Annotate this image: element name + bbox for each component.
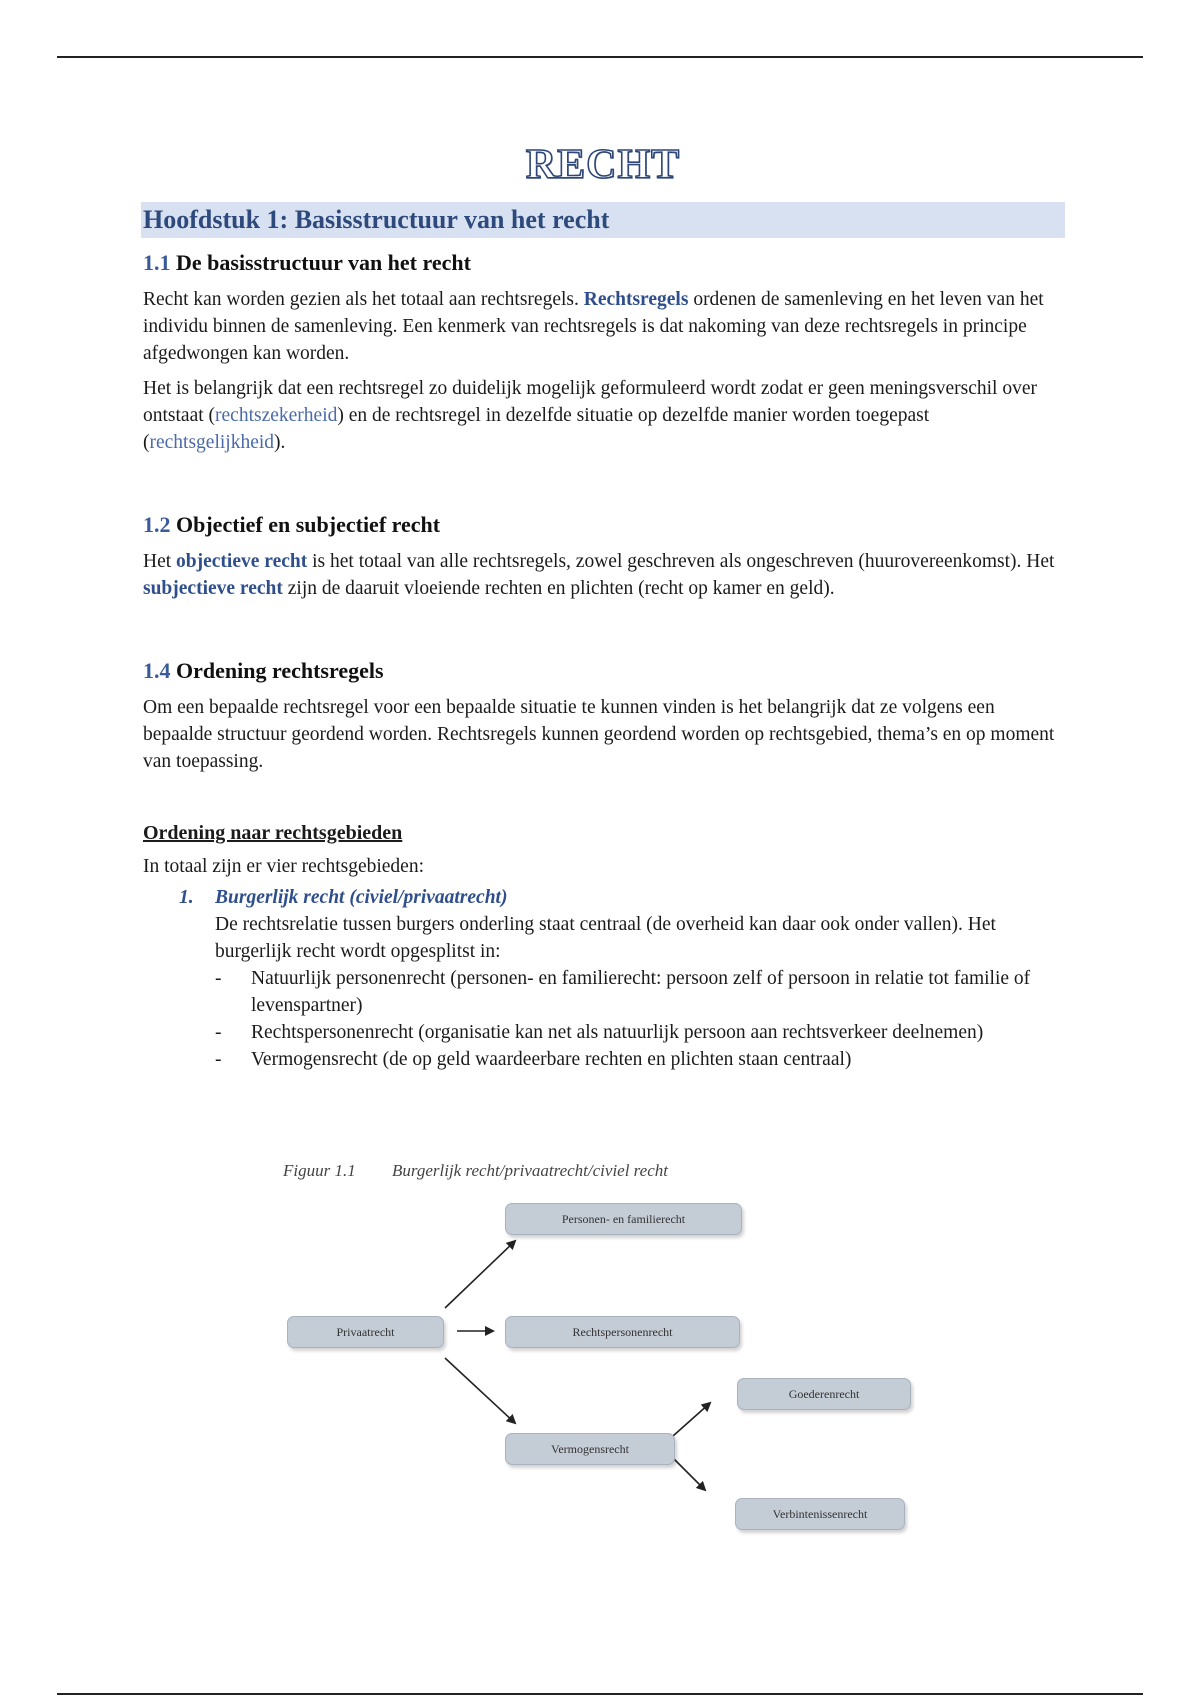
dash: - (215, 968, 222, 989)
sub-list-item (215, 1019, 1063, 1046)
section-1-4-heading (143, 656, 1063, 686)
text: zijn de daaruit vloeiende rechten en plichten (recht op kamer en geld). (282, 578, 835, 599)
list-item-text: De rechtsrelatie tussen burgers onderling staat centraal (de overheid kan daar ook onder vallen). Het burgerlijk recht wordt opgesplitst in: (215, 914, 996, 962)
node-personen-familierecht: Personen- en familierecht (505, 1203, 742, 1235)
section-number: 1.1 (143, 250, 171, 275)
document-title: RECHT (525, 142, 681, 188)
section-1-1-paragraph-2 (143, 375, 1063, 456)
arrow-privaat-to-personen (445, 1241, 515, 1308)
node-privaatrecht: Privaatrecht (287, 1316, 444, 1348)
section-number: 1.2 (143, 512, 171, 537)
section-1-4-paragraph: Om een bepaalde rechtsregel voor een bepaalde situatie te kunnen vinden is het belangrijk dat ze volgens een bepaalde structuur geordend worden. Rechtsregels kunnen geordend worden op rechtsgebied, thema’s en op moment van toepassing. (143, 697, 1055, 772)
arrow-vermogens-to-verbintenissen (673, 1458, 705, 1490)
chapter-heading: Hoofdstuk 1: Basisstructuur van het recht (141, 202, 1065, 238)
term-rechtsgelijkheid: rechtsgelijkheid (149, 432, 275, 453)
dash: - (215, 1049, 222, 1070)
section-number: 1.4 (143, 658, 171, 683)
node-vermogensrecht: Vermogensrecht (505, 1433, 675, 1465)
figure-label: Figuur 1.1 (283, 1161, 356, 1180)
list-item-burgerlijk-recht (179, 884, 1063, 911)
node-rechtspersonenrecht: Rechtspersonenrecht (505, 1316, 740, 1348)
sub-list-item (215, 965, 1063, 1019)
sub-list-item (215, 1046, 1063, 1073)
bottom-rule (57, 1693, 1143, 1695)
section-title: Ordening rechtsregels (176, 658, 384, 683)
arrow-privaat-to-vermogens (445, 1358, 515, 1423)
text: ordenen de samenleving en het leven van het individu binnen de samenleving. Een kenmerk van rechtsregels is dat nakoming van deze rechtsregels in principe afgedwongen kan worden. (143, 289, 1044, 364)
list-number: 1. (179, 887, 194, 908)
page-content (143, 140, 1063, 1073)
sub-list (215, 965, 1063, 1073)
text: ). (274, 432, 286, 453)
figure-1-1 (265, 1153, 925, 1553)
text: is het totaal van alle rechtsregels, zowel geschreven als ongeschreven (huurovereenkomst). Het (307, 551, 1055, 572)
term-subjectieve-recht: subjectieve recht (143, 578, 283, 599)
arrow-vermogens-to-goederen (673, 1403, 710, 1436)
term-rechtszekerheid: rechtszekerheid (215, 405, 338, 426)
section-1-1-heading (143, 248, 1063, 278)
figure-caption-text: Burgerlijk recht/privaatrecht/civiel recht (391, 1161, 668, 1180)
term-rechtsregels: Rechtsregels (583, 289, 689, 310)
section-title: Objectief en subjectief recht (176, 512, 441, 537)
ordening-heading: Ordening naar rechtsgebieden (143, 822, 403, 844)
top-rule (57, 56, 1143, 58)
text: Het is belangrijk dat een rechtsregel zo duidelijk mogelijk geformuleerd wordt zodat er geen meningsverschil over ontstaat ( (143, 378, 1037, 426)
sub-item-text: Vermogensrecht (de op geld waardeerbare rechten en plichten staan centraal) (251, 1049, 852, 1070)
section-1-1-paragraph-1 (143, 286, 1063, 367)
term-objectieve-recht: objectieve recht (176, 551, 308, 572)
list-title: Burgerlijk recht (civiel/privaatrecht) (215, 887, 508, 908)
section-1-2-paragraph (143, 548, 1063, 602)
dash: - (215, 1022, 222, 1043)
text: Het (143, 551, 177, 572)
text: ) en de rechtsregel in dezelfde situatie op dezelfde manier worden toegepast ( (143, 405, 930, 453)
text: Recht kan worden gezien als het totaal aan rechtsregels. (143, 289, 584, 310)
ordening-intro: In totaal zijn er vier rechtsgebieden: (143, 856, 424, 877)
section-title: De basisstructuur van het recht (176, 250, 471, 275)
sub-item-text: Rechtspersonenrecht (organisatie kan net als natuurlijk persoon aan rechtsverkeer deelnemen) (251, 1022, 984, 1043)
sub-item-text: Natuurlijk personenrecht (personen- en familierecht: persoon zelf of persoon in relatie tot familie of levenspartner) (251, 968, 1031, 1016)
node-goederenrecht: Goederenrecht (737, 1378, 911, 1410)
node-verbintenissenrecht: Verbintenissenrecht (735, 1498, 905, 1530)
section-1-2-heading (143, 510, 1063, 540)
